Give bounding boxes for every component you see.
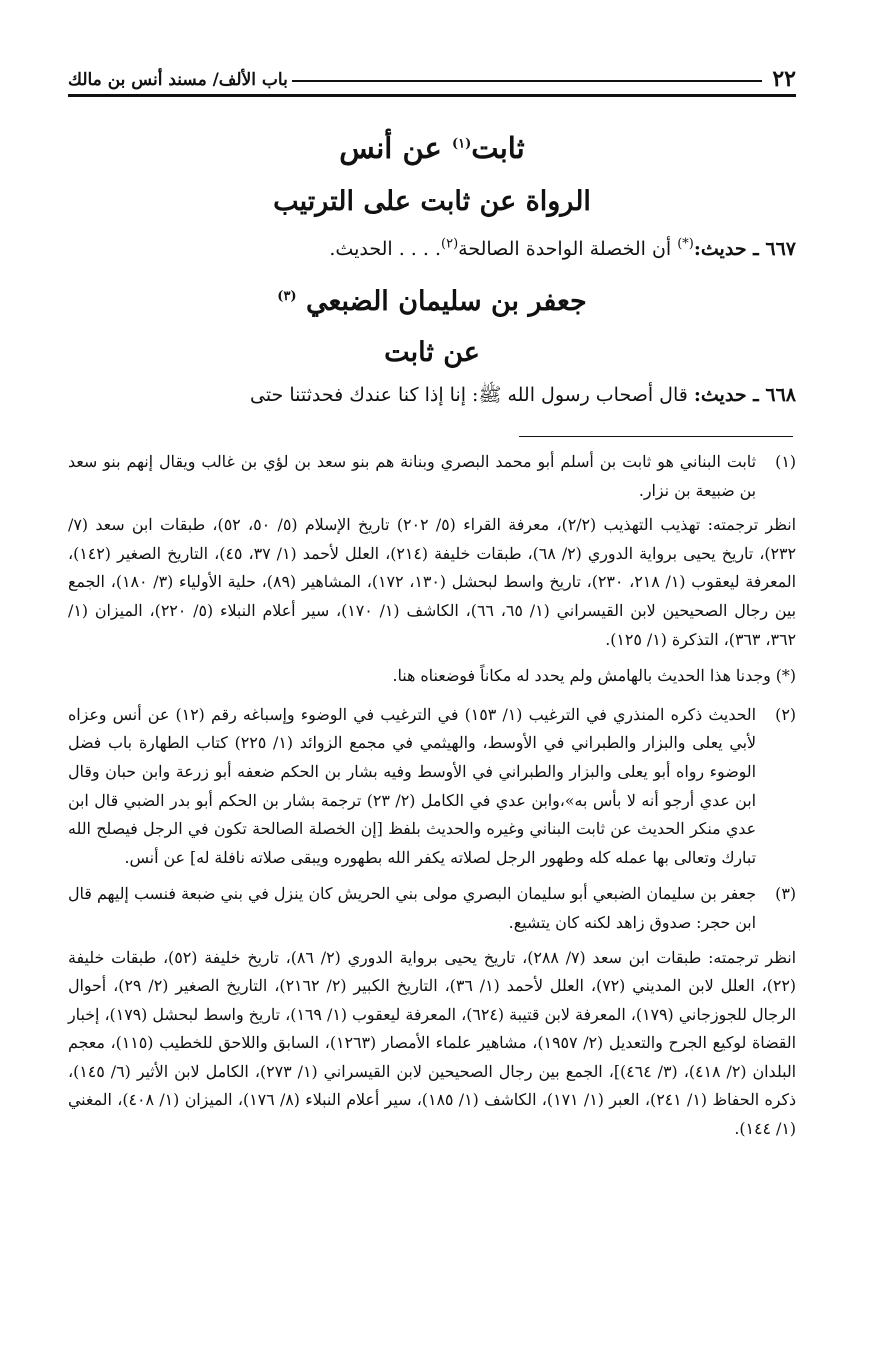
- running-header: [68, 52, 796, 92]
- footnote-separator: [519, 436, 793, 437]
- heading-name: ثابت: [471, 131, 525, 165]
- star-note-ref: (*): [677, 236, 694, 252]
- footnote-star: [68, 662, 796, 691]
- running-title: باب الألف/ مسند أنس بن مالك: [68, 70, 288, 90]
- footnotes: [68, 448, 796, 1152]
- heading-name: جعفر بن سليمان الضبعي: [296, 286, 587, 317]
- footnote-mark: (٣): [775, 884, 796, 904]
- footnote-text: ثابت البناني هو ثابت بن أسلم أبو محمد البصري وبنانة هم بنو سعد بن لؤي بن غالب ويقال إنهم بنو سعد بن ضبيعة بن نزار.: [68, 452, 756, 500]
- section-heading-narrator: [68, 128, 796, 168]
- page-number: ٢٢: [772, 66, 796, 92]
- footnote-ref-1: (١): [451, 136, 472, 152]
- hadith-text: قال أصحاب رسول الله ﷺ: إنا إذا كنا عندك فحدثتنا حتى: [249, 384, 694, 406]
- hadith-text: أن الخصلة الواحدة الصالحة: [458, 238, 678, 260]
- hadith-667: [68, 232, 796, 266]
- header-rule: [68, 94, 796, 97]
- footnote-text: الحديث ذكره المنذري في الترغيب (١/ ١٥٣) في الترغيب في الوضوء وإسباغه رقم (١٢) عن أنس وعزاه لأبي يعلى والبزار والطبراني في الأوسط، والهيثمي في مجمع الزوائد (١/ ٢٢٥) كتاب الطهارة باب فضل الوضوء رواه أبو يعلى والبزار والطبراني في الأوسط وفيه بشار بن الحكم ضعفه أبو زرعة وابن حبان وقال ابن عدي أرجو أنه لا بأس به»،وابن عدي في الكامل (٢/ ٢٣) ترجمة بشار بن الحكم أبو بدر الضبي قال ابن عدي منكر الحديث عن ثابت البناني وغيره والحديث بلفظ [إن الخصلة الصالحة تكون في الرجل فيصلح الله تبارك وتعالى بها عمله كله وطهور الرجل لصلاته يكفر الله بطهوره ويبقى صلاته نافلة له] عن أنس.: [68, 704, 757, 867]
- subheading-jafar: [68, 282, 796, 322]
- hadith-668: [68, 378, 796, 412]
- footnote-mark: (٢): [775, 704, 796, 724]
- footnote-ref-3: (٣): [277, 289, 297, 304]
- footnote-text: جعفر بن سليمان الضبعي أبو سليمان البصري مولى بني الحريش كان ينزل في بني ضبعة فنسب إليهم قال ابن حجر: صدوق زاهد لكنه كان يتشيع.: [68, 884, 756, 932]
- heading-rest: عن أنس: [339, 131, 452, 165]
- footnote-2: [68, 701, 796, 873]
- footnote-1: [68, 448, 796, 654]
- subheading-an-thabit: عن ثابت: [384, 337, 480, 368]
- footnote-ref-2: (٢): [441, 236, 459, 252]
- footnote-3: [68, 880, 796, 1143]
- hadith-tail: . . . . الحديث.: [329, 238, 441, 260]
- footnote-text: (*) وجدنا هذا الحديث بالهامش ولم يحدد له مكاناً فوضعناه هنا.: [392, 666, 796, 686]
- footnote-sources: انظر ترجمته: تهذيب التهذيب (٢/٢)، معرفة القراء (٥/ ٢٠٢) تاريخ الإسلام (٥/ ٥٠، ٥٢)، طبقات ابن سعد (٧/ ٢٣٢)، تاريخ يحيى برواية الدوري (٢/ ٦٨)، طبقات خليفة (٢١٤)، العلل لأحمد (١/ ٣٧، ٤٥)، التاريخ الصغير (١٤٢)، المعرفة ليعقوب (١/ ٢١٨، ٢٣٠)، تاريخ واسط لبحشل (١٣٠، ١٧٢)، المشاهير (٨٩)، حلية الأولياء (٣/ ١٨٠)، الجمع بين رجال الصحيحين لابن القيسراني (١/ ٦٥، ٦٦)، الكاشف (١/ ١٧٠)، سير أعلام النبلاء (٥/ ٢٢٠)، الميزان (١/ ٣٦٢، ٣٦٣)، التذكرة (١/ ١٢٥).: [68, 515, 797, 649]
- footnote-mark: (١): [775, 452, 796, 471]
- hadith-number: ٦٦٧ ـ حديث:: [693, 238, 796, 260]
- footnote-sources: انظر ترجمته: طبقات ابن سعد (٧/ ٢٨٨)، تاريخ يحيى برواية الدوري (٢/ ٨٦)، تاريخ خليفة (٥٢)، طبقات خليفة (٢٢)، العلل لابن المديني (٧٢)، العلل لأحمد (١/ ٣٦)، التاريخ الكبير (٢/ ٢١٦٢)، التاريخ الصغير (٢/ ٢٩)، أحوال الرجال للجوزجاني (١٧٩)، المعرفة لابن قتيبة (٦٢٤)، المعرفة ليعقوب (١/ ١٦٩)، تاريخ واسط لبحشل (١٧٩)، إخبار القضاة لوكيع الجرح والتعديل (٢/ ١٩٥٧)، مشاهير علماء الأمصار (١٢٦٣)، السابق واللاحق للخطيب (١١٥)، معجم البلدان (٢/ ٤١٨)، (٣/ ٤٦٤)]، الجمع بين رجال الصحيحين لابن القيسراني (١/ ٢٧٣)، الكامل لابن الأثير (٦/ ١٤٥)، ذكره الحفاظ (١/ ٢٤١)، العبر (١/ ١٧١)، الكاشف (١/ ١٨٥)، سير أعلام النبلاء (٨/ ١٧٦)، الميزان (١/ ٤٠٨)، المغني (١/ ١٤٤).: [68, 947, 797, 1139]
- subheading-narrators: الرواة عن ثابت على الترتيب: [273, 186, 591, 217]
- hadith-number: ٦٦٨ ـ حديث:: [693, 384, 796, 406]
- header-leader-line: [292, 80, 763, 82]
